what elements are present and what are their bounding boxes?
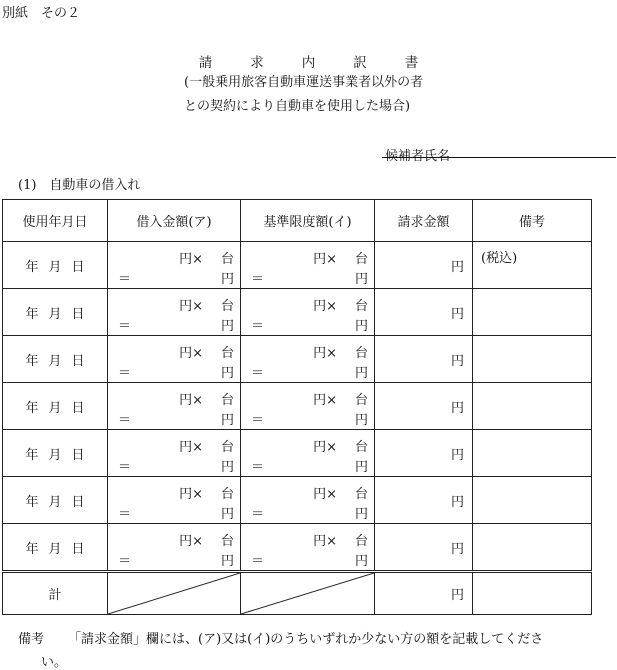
day-unit: 日 [71, 400, 85, 416]
total-rental-blank [108, 572, 241, 615]
month-unit: 月 [48, 306, 62, 322]
table-row [3, 242, 592, 289]
yen-unit: 円 [450, 259, 464, 275]
unit-count-text: 台 [354, 393, 368, 408]
year-unit: 年 [25, 353, 39, 369]
remarks-cell[interactable] [473, 383, 592, 430]
per-unit-text: 円× [313, 393, 337, 408]
title-char: 訳 [353, 55, 367, 71]
unit-count-text: 台 [220, 299, 234, 314]
date-cell[interactable] [3, 477, 108, 524]
limit-amount-cell[interactable] [241, 430, 375, 477]
equals-sign: ＝ [251, 366, 265, 381]
day-unit: 日 [71, 353, 85, 369]
per-unit-text: 円× [179, 440, 203, 455]
per-unit-text: 円× [179, 299, 203, 314]
equals-sign: ＝ [118, 413, 132, 428]
candidate-name-label: 候補者氏名 [385, 149, 451, 164]
section-heading: (1) 自動車の借入れ [18, 178, 141, 193]
rental-claim-table [2, 199, 592, 615]
rental-amount-cell[interactable] [108, 336, 241, 383]
title-char: 請 [198, 55, 213, 71]
unit-count-text: 台 [220, 346, 234, 361]
footnote-line-2: い。 [41, 655, 68, 670]
footnote-label: 備考 [18, 632, 45, 647]
header-limit-amount: 基準限度額(イ) [241, 200, 375, 242]
remarks-cell[interactable] [473, 289, 592, 336]
date-cell[interactable] [3, 336, 108, 383]
title-char: 内 [301, 55, 316, 71]
year-unit: 年 [25, 306, 39, 322]
unit-count-text: 台 [354, 299, 368, 314]
day-unit: 日 [71, 259, 85, 275]
table-header-row [3, 200, 592, 242]
equals-sign: ＝ [251, 413, 265, 428]
yen-unit: 円 [450, 400, 464, 416]
rental-amount-cell[interactable] [108, 383, 241, 430]
date-cell[interactable] [3, 383, 108, 430]
yen-unit: 円 [220, 319, 234, 334]
per-unit-text: 円× [313, 299, 337, 314]
date-cell[interactable] [3, 242, 108, 289]
table-row [3, 430, 592, 477]
diagonal-slash [108, 573, 240, 614]
unit-count-text: 台 [220, 440, 234, 455]
per-unit-text: 円× [179, 534, 203, 549]
yen-unit: 円 [450, 306, 464, 322]
month-unit: 月 [48, 494, 62, 510]
claim-amount-cell[interactable] [375, 289, 473, 336]
yen-unit: 円 [220, 460, 234, 475]
per-unit-text: 円× [179, 487, 203, 502]
yen-unit: 円 [354, 413, 368, 428]
per-unit-text: 円× [179, 252, 203, 267]
appendix-label: 別紙 その２ [2, 6, 81, 21]
rental-amount-cell[interactable] [108, 242, 241, 289]
total-label: 計 [3, 572, 108, 615]
subtitle-line-2: との契約により自動車を使用した場合) [184, 99, 411, 114]
yen-unit: 円 [450, 541, 464, 557]
equals-sign: ＝ [118, 460, 132, 475]
claim-amount-cell[interactable] [375, 336, 473, 383]
subtitle-line-1: (一般乗用旅客自動車運送事業者以外の者 [184, 75, 424, 90]
unit-count-text: 台 [354, 440, 368, 455]
table-row [3, 336, 592, 383]
header-remarks: 備考 [473, 200, 592, 242]
unit-count-text: 台 [220, 534, 234, 549]
header-rental-amount: 借入金額(ア) [108, 200, 241, 242]
equals-sign: ＝ [251, 319, 265, 334]
table-row [3, 383, 592, 430]
equals-sign: ＝ [118, 272, 132, 287]
yen-unit: 円 [220, 366, 234, 381]
rental-amount-cell[interactable] [108, 524, 241, 572]
date-cell[interactable] [3, 289, 108, 336]
candidate-name-field[interactable] [382, 157, 616, 158]
title-char: 書 [404, 55, 419, 71]
claim-amount-cell[interactable] [375, 430, 473, 477]
per-unit-text: 円× [313, 440, 337, 455]
total-remarks[interactable] [473, 572, 592, 615]
per-unit-text: 円× [313, 534, 337, 549]
limit-amount-cell[interactable] [241, 477, 375, 524]
equals-sign: ＝ [118, 319, 132, 334]
day-unit: 日 [71, 447, 85, 463]
equals-sign: ＝ [118, 507, 132, 522]
yen-unit: 円 [220, 507, 234, 522]
day-unit: 日 [71, 541, 85, 557]
rental-amount-cell[interactable] [108, 430, 241, 477]
yen-unit: 円 [354, 319, 368, 334]
tax-included-note: (税込) [481, 251, 518, 266]
month-unit: 月 [48, 447, 62, 463]
document-title [0, 51, 617, 71]
per-unit-text: 円× [313, 487, 337, 502]
yen-unit: 円 [450, 494, 464, 510]
yen-unit: 円 [354, 460, 368, 475]
per-unit-text: 円× [179, 393, 203, 408]
remarks-cell[interactable] [473, 524, 592, 572]
yen-unit: 円 [354, 507, 368, 522]
yen-unit: 円 [354, 272, 368, 287]
table-row [3, 477, 592, 524]
limit-amount-cell[interactable] [241, 524, 375, 572]
equals-sign: ＝ [118, 554, 132, 569]
table-row [3, 524, 592, 572]
equals-sign: ＝ [251, 272, 265, 287]
per-unit-text: 円× [179, 346, 203, 361]
date-cell[interactable] [3, 524, 108, 572]
total-claim-amount[interactable] [375, 572, 473, 615]
unit-count-text: 台 [354, 346, 368, 361]
day-unit: 日 [71, 306, 85, 322]
equals-sign: ＝ [251, 460, 265, 475]
claim-amount-cell[interactable] [375, 383, 473, 430]
day-unit: 日 [71, 494, 85, 510]
claim-amount-cell[interactable] [375, 242, 473, 289]
total-row [3, 572, 592, 615]
month-unit: 月 [48, 259, 62, 275]
rental-amount-cell[interactable] [108, 477, 241, 524]
diagonal-slash [241, 573, 374, 614]
unit-count-text: 台 [220, 393, 234, 408]
header-date: 使用年月日 [3, 200, 108, 242]
year-unit: 年 [25, 447, 39, 463]
rental-amount-cell[interactable] [108, 289, 241, 336]
yen-unit: 円 [220, 554, 234, 569]
month-unit: 月 [48, 541, 62, 557]
limit-amount-cell[interactable] [241, 289, 375, 336]
equals-sign: ＝ [118, 366, 132, 381]
year-unit: 年 [25, 541, 39, 557]
unit-count-text: 台 [354, 534, 368, 549]
date-cell[interactable] [3, 430, 108, 477]
yen-unit: 円 [220, 272, 234, 287]
unit-count-text: 台 [220, 487, 234, 502]
header-claim-amount: 請求金額 [375, 200, 473, 242]
unit-count-text: 台 [354, 487, 368, 502]
unit-count-text: 台 [220, 252, 234, 267]
equals-sign: ＝ [251, 554, 265, 569]
claim-amount-cell[interactable] [375, 477, 473, 524]
footnote-line-1: 「請求金額」欄には、(ア)又は(イ)のうちいずれか少ない方の額を記載してくださ [68, 632, 544, 647]
equals-sign: ＝ [251, 507, 265, 522]
limit-amount-cell[interactable] [241, 383, 375, 430]
remarks-cell[interactable] [473, 336, 592, 383]
per-unit-text: 円× [313, 346, 337, 361]
year-unit: 年 [25, 259, 39, 275]
unit-count-text: 台 [354, 252, 368, 267]
yen-unit: 円 [354, 366, 368, 381]
remarks-cell[interactable] [473, 430, 592, 477]
yen-unit: 円 [450, 447, 464, 463]
yen-unit: 円 [450, 588, 464, 603]
total-limit-blank [241, 572, 375, 615]
per-unit-text: 円× [313, 252, 337, 267]
remarks-cell[interactable] [473, 242, 592, 289]
year-unit: 年 [25, 400, 39, 416]
yen-unit: 円 [354, 554, 368, 569]
yen-unit: 円 [450, 353, 464, 369]
month-unit: 月 [48, 353, 62, 369]
limit-amount-cell[interactable] [241, 336, 375, 383]
remarks-cell[interactable] [473, 477, 592, 524]
title-char: 求 [250, 55, 264, 71]
table-row [3, 289, 592, 336]
yen-unit: 円 [220, 413, 234, 428]
year-unit: 年 [25, 494, 39, 510]
month-unit: 月 [48, 400, 62, 416]
claim-amount-cell[interactable] [375, 524, 473, 572]
limit-amount-cell[interactable] [241, 242, 375, 289]
